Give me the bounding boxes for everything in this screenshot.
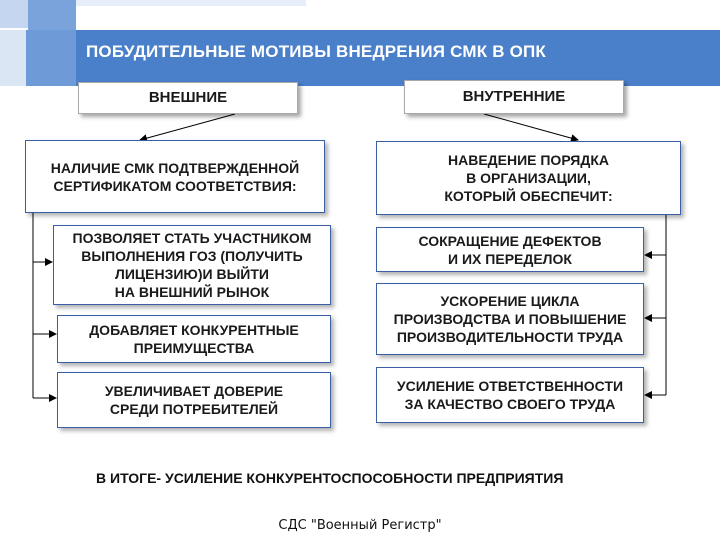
summary-text: В ИТОГЕ- УСИЛЕНИЕ КОНКУРЕНТОСПОСОБНОСТИ ПРЕДПРИЯТИЯ: [96, 470, 564, 486]
right-bracket: [666, 198, 681, 395]
internal-item-1: СОКРАЩЕНИЕ ДЕФЕКТОВ И ИХ ПЕРЕДЕЛОК: [376, 227, 644, 272]
footer-credit: СДС "Военный Регистр": [278, 518, 442, 533]
internal-main-box: НАВЕДЕНИЕ ПОРЯДКА В ОРГАНИЗАЦИИ, КОТОРЫЙ ОБЕСПЕЧИТ:: [376, 141, 681, 215]
external-header: ВНЕШНИЕ: [78, 82, 298, 114]
external-main-box: НАЛИЧИЕ СМК ПОДТВЕРЖДЕННОЙ СЕРТИФИКАТОМ СООТВЕТСТВИЯ:: [25, 140, 325, 213]
arrow-external: [140, 114, 235, 140]
external-item-2: ДОБАВЛЯЕТ КОНКУРЕНТНЫЕ ПРЕИМУЩЕСТВА: [57, 315, 331, 363]
internal-item-2: УСКОРЕНИЕ ЦИКЛА ПРОИЗВОДСТВА И ПОВЫШЕНИЕ ПРОИЗВОДИТЕЛЬНОСТИ ТРУДА: [376, 283, 644, 355]
internal-header: ВНУТРЕННИЕ: [404, 80, 624, 114]
page-title: ПОБУДИТЕЛЬНЫЕ МОТИВЫ ВНЕДРЕНИЯ СМК В ОПК: [86, 42, 547, 61]
internal-item-3: УСИЛЕНИЕ ОТВЕТСТВЕННОСТИ ЗА КАЧЕСТВО СВОЕГО ТРУДА: [376, 367, 644, 423]
external-item-1: ПОЗВОЛЯЕТ СТАТЬ УЧАСТНИКОМ ВЫПОЛНЕНИЯ ГОЗ (ПОЛУЧИТЬ ЛИЦЕНЗИЮ)И ВЫЙТИ НА ВНЕШНИЙ РЫНОК: [53, 225, 331, 305]
external-item-3: УВЕЛИЧИВАЕТ ДОВЕРИЕ СРЕДИ ПОТРЕБИТЕЛЕЙ: [57, 372, 331, 428]
arrow-internal: [484, 114, 578, 140]
